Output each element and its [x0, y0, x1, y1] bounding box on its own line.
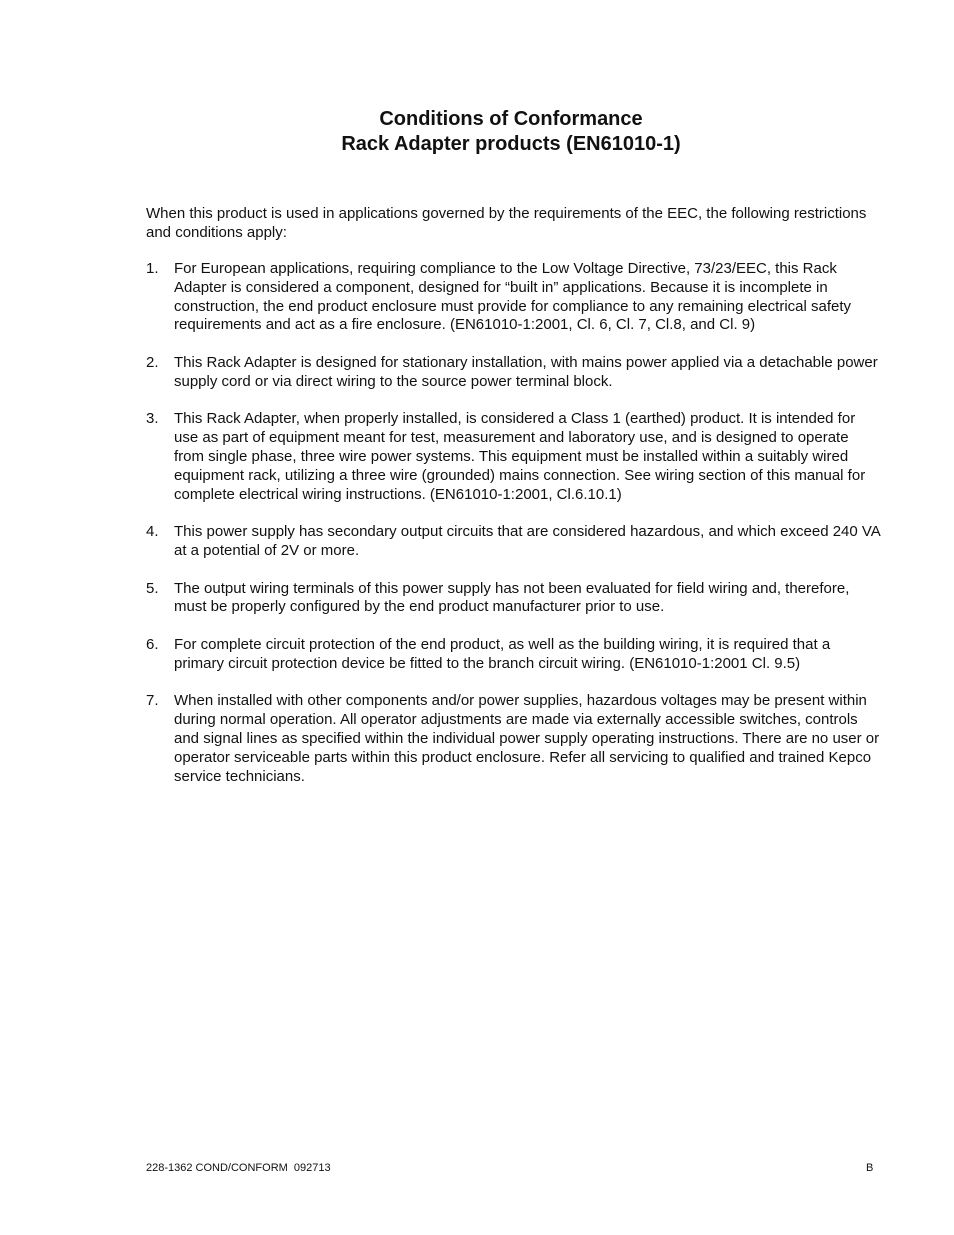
item-number: 4. [146, 523, 159, 541]
page-title [0, 107, 954, 157]
item-text: This Rack Adapter, when properly installed, is considered a Class 1 (earthed) product. It is intended for use as part of equipment meant for test, measurement and laboratory use, and is designed to operate from single phase, three wire power systems. This equipment must be installed within a suitably wired equipment rack, utilizing a three wire (grounded) mains connection. See wiring section of this manual for complete electrical wiring instructions. (EN61010-1:2001, Cl.6.10.1) [174, 410, 866, 503]
list-item [146, 580, 880, 618]
item-text: This Rack Adapter is designed for stationary installation, with mains power applied via a detachable power supply cord or via direct wiring to the source power terminal block. [174, 353, 878, 390]
item-text: When installed with other components and/or power supplies, hazardous voltages may be present within during normal operation. All operator adjustments are made via externally accessible switches, controls and signal lines as specified within the individual power supply operating instructions. There are no user or operator serviceable parts within this product enclosure. Refer all servicing to qualified and trained Kepco service technicians. [174, 692, 880, 785]
item-text: For European applications, requiring compliance to the Low Voltage Directive, 73/23/EEC, this Rack Adapter is considered a component, designed for “built in” applications. Because it is incomplete in construction, the end product enclosure must provide for compliance to any remaining electrical safety requirements and act as a fire enclosure. (EN61010-1:2001, Cl. 6, Cl. 7, Cl.8, and Cl. 9) [174, 260, 852, 334]
intro-paragraph: When this product is used in applications governed by the requirements of the EEC, the following restrictions and conditions apply: [146, 205, 867, 241]
item-number: 7. [146, 692, 159, 710]
item-number: 2. [146, 353, 159, 371]
footer-document-id: 228-1362 COND/CONFORM 092713 [146, 1162, 331, 1174]
item-text: This power supply has secondary output circuits that are considered hazardous, and which exceed 240 VA at a potential of 2V or more. [174, 523, 880, 559]
list-item [146, 523, 880, 561]
conditions-list [146, 260, 880, 805]
item-number: 1. [146, 260, 159, 277]
list-item [146, 354, 880, 392]
item-text: For complete circuit protection of the end product, as well as the building wiring, it is required that a primary circuit protection device be fitted to the branch circuit wiring. (EN61010-1:2001 Cl. 9.5) [174, 635, 831, 672]
item-number: 6. [146, 635, 159, 653]
list-item [146, 636, 880, 674]
item-number: 3. [146, 410, 159, 428]
item-number: 5. [146, 579, 159, 597]
item-text: The output wiring terminals of this power supply has not been evaluated for field wiring and, therefore, must be properly configured by the end product manufacturer prior to use. [174, 579, 850, 616]
list-item [146, 692, 880, 786]
list-item [146, 260, 880, 335]
title-line-1: Conditions of Conformance [379, 108, 643, 130]
footer-revision: B [866, 1162, 874, 1174]
title-line-2: Rack Adapter products (EN61010-1) [341, 133, 681, 155]
list-item [146, 410, 880, 504]
